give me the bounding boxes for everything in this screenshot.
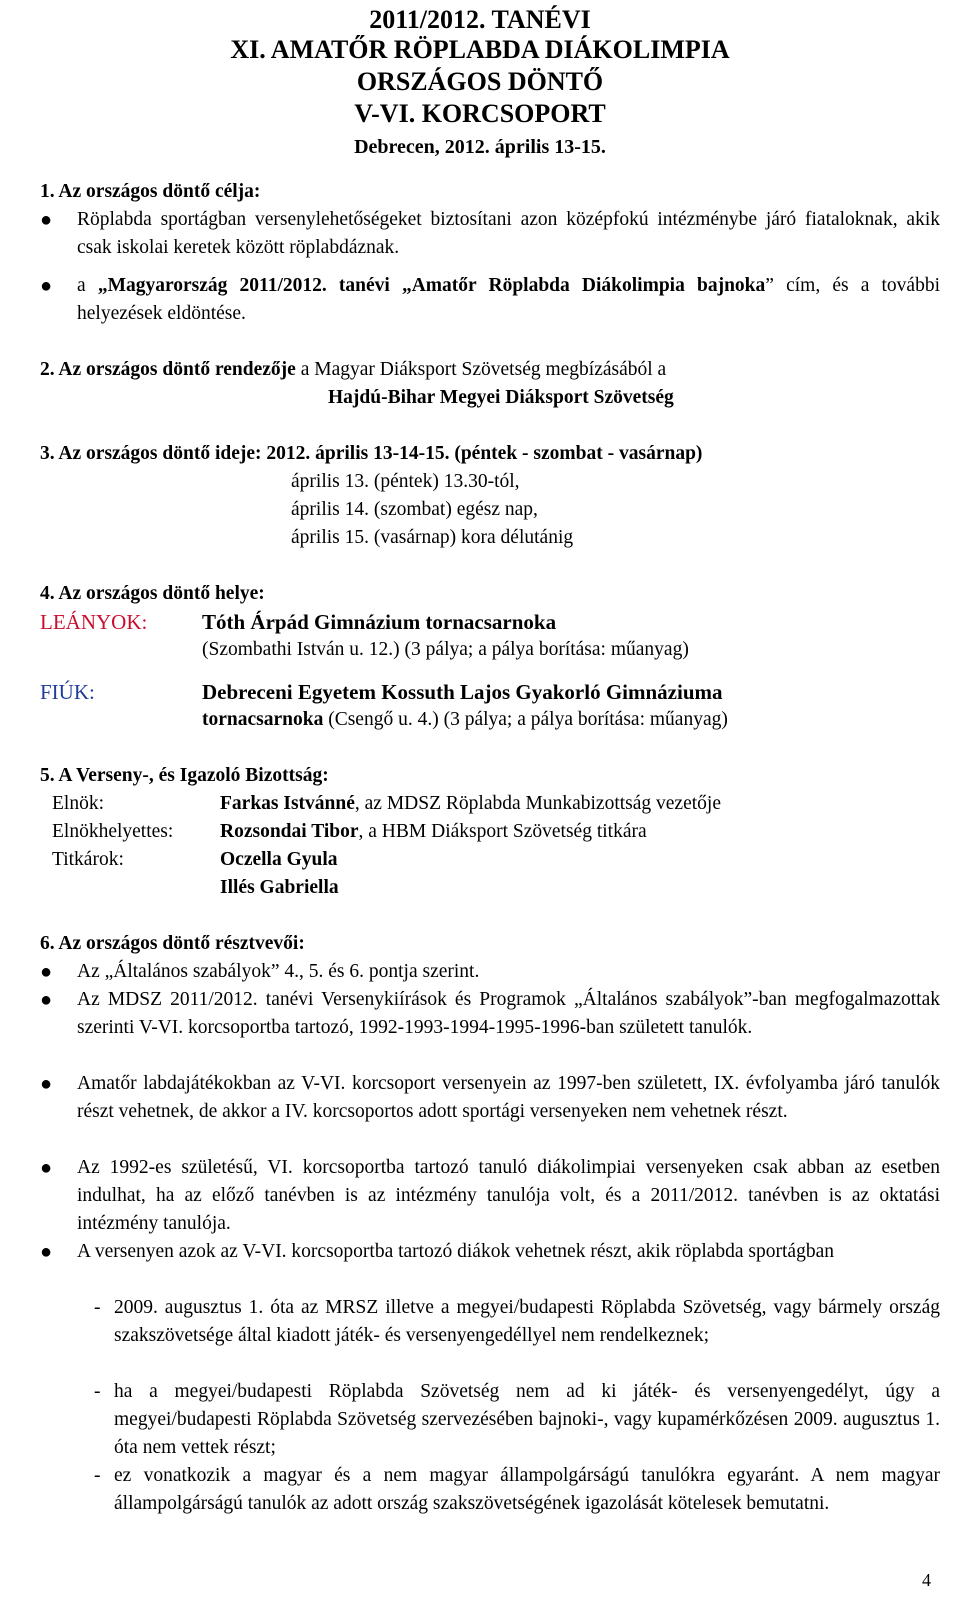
committee-member: Oczella Gyula bbox=[220, 849, 338, 870]
header-line-3: ORSZÁGOS DÖNTŐ bbox=[356, 67, 604, 96]
committee-member: Illés Gabriella bbox=[220, 877, 339, 898]
committee-role: Elnök: bbox=[52, 793, 104, 814]
dash-marker: - bbox=[94, 1297, 101, 1318]
section-1-bullet-1: ● Röplabda sportágban versenylehetőségeket biztosítani azon középfokú intézménybe járó fiataloknak, akik csak iskolai keretek között röplabdáznak. bbox=[40, 206, 940, 262]
organizer-name: Hajdú-Bihar Megyei Diáksport Szövetség bbox=[328, 387, 674, 408]
section-6-bullet-2: ● Az MDSZ 2011/2012. tanévi Versenykiírások és Programok „Általános szabályok”-ban megfogalmazottak szerinti V-VI. korcsoportba tartozó, 1992-1993-1994-1995-1996-ban született tanulók. bbox=[40, 986, 940, 1042]
girls-venue: Tóth Árpád Gimnázium tornacsarnoka bbox=[202, 610, 557, 634]
section-2-heading: 2. Az országos döntő rendezője a Magyar Diáksport Szövetség megbízásából a bbox=[40, 359, 667, 380]
section-5-heading: 5. A Verseny-, és Igazoló Bizottság: bbox=[40, 765, 329, 786]
date-line-1: április 13. (péntek) 13.30-tól, bbox=[291, 471, 520, 492]
committee-role: Elnökhelyettes: bbox=[52, 821, 174, 842]
header-line-5: Debrecen, 2012. április 13-15. bbox=[354, 136, 606, 158]
bullet-icon: ● bbox=[40, 1241, 53, 1263]
bullet-icon: ● bbox=[40, 275, 53, 297]
girls-address: (Szombathi István u. 12.) (3 pálya; a pálya borítása: műanyag) bbox=[202, 639, 689, 660]
header-line-1: 2011/2012. TANÉVI bbox=[369, 5, 591, 34]
boys-address: tornacsarnoka (Csengő u. 4.) (3 pálya; a pálya borítása: műanyag) bbox=[202, 709, 728, 730]
section-4-heading: 4. Az országos döntő helye: bbox=[40, 583, 265, 604]
page-number: 4 bbox=[922, 1570, 931, 1590]
section-6-bullet-4: ● Az 1992-es születésű, VI. korcsoportba tartozó tanuló diákolimpiai versenyeken csak abban az esetben indulhat, ha az előző tanévben is az intézmény tanulója volt, és a 2011/2012. tanévben is az oktatási intézmény tanulója. bbox=[40, 1154, 940, 1238]
committee-member: Farkas Istvánné, az MDSZ Röplabda Munkabizottság vezetője bbox=[220, 793, 721, 814]
section-6-bullet-3: ● Amatőr labdajátékokban az V-VI. korcsoport versenyein az 1997-ben született, IX. évfolyamba járó tanulók részt vehetnek, de akkor a IV. korcsoportos adott sportági versenyeken nem vehetnek részt. bbox=[40, 1070, 940, 1126]
boys-label: FIÚK: bbox=[40, 680, 95, 704]
dash-item-1: - 2009. augusztus 1. óta az MRSZ illetve a megyei/budapesti Röplabda Szövetség, vagy bármely ország szakszövetsége által kiadott játék- és versenyengedéllyel nem rendelkeznek; bbox=[94, 1294, 940, 1350]
section-3-heading: 3. Az országos döntő ideje: 2012. április 13-14-15. (péntek - szombat - vasárnap) bbox=[40, 443, 703, 464]
committee-role: Titkárok: bbox=[52, 849, 124, 870]
committee-member: Rozsondai Tibor, a HBM Diáksport Szövetség titkára bbox=[220, 821, 647, 842]
section-1-heading: 1. Az országos döntő célja: bbox=[40, 181, 261, 202]
dash-marker: - bbox=[94, 1465, 101, 1486]
section-6-heading: 6. Az országos döntő résztvevői: bbox=[40, 933, 305, 954]
boys-venue: Debreceni Egyetem Kossuth Lajos Gyakorló Gimnáziuma bbox=[202, 680, 723, 704]
section-6-bullet-5: ● A versenyen azok az V-VI. korcsoportba tartozó diákok vehetnek részt, akik röplabda sportágban bbox=[40, 1238, 940, 1266]
bullet-icon: ● bbox=[40, 1073, 53, 1095]
dash-marker: - bbox=[94, 1381, 101, 1402]
bullet-icon: ● bbox=[40, 989, 53, 1011]
date-line-3: április 15. (vasárnap) kora délutánig bbox=[291, 527, 574, 548]
section-6-bullet-1: ● Az „Általános szabályok” 4., 5. és 6. pontja szerint. bbox=[40, 958, 940, 986]
bullet-icon: ● bbox=[40, 1157, 53, 1179]
date-line-2: április 14. (szombat) egész nap, bbox=[291, 499, 538, 520]
girls-label: LEÁNYOK: bbox=[40, 610, 148, 634]
dash-item-2: - ha a megyei/budapesti Röplabda Szövetség nem ad ki játék- és versenyengedélyt, úgy a megyei/budapesti Röplabda Szövetség szervezésében bajnoki-, vagy kupamérkőzésen 2009. augusztus 1. óta nem vettek részt; bbox=[94, 1378, 940, 1462]
header-line-4: V-VI. KORCSOPORT bbox=[354, 99, 606, 128]
dash-item-3: - ez vonatkozik a magyar és a nem magyar állampolgárságú tanulókra egyaránt. A nem magyar állampolgárságú tanulók az adott ország szakszövetségének igazolását kötelesek bemutatni. bbox=[94, 1462, 940, 1518]
bullet-icon: ● bbox=[40, 209, 53, 231]
bullet-icon: ● bbox=[40, 961, 53, 983]
section-1-bullet-2: ● a „Magyarország 2011/2012. tanévi „Amatőr Röplabda Diákolimpia bajnoka” cím, és a további helyezések eldöntése. bbox=[40, 272, 940, 328]
header-line-2: XI. AMATŐR RÖPLABDA DIÁKOLIMPIA bbox=[230, 35, 730, 64]
